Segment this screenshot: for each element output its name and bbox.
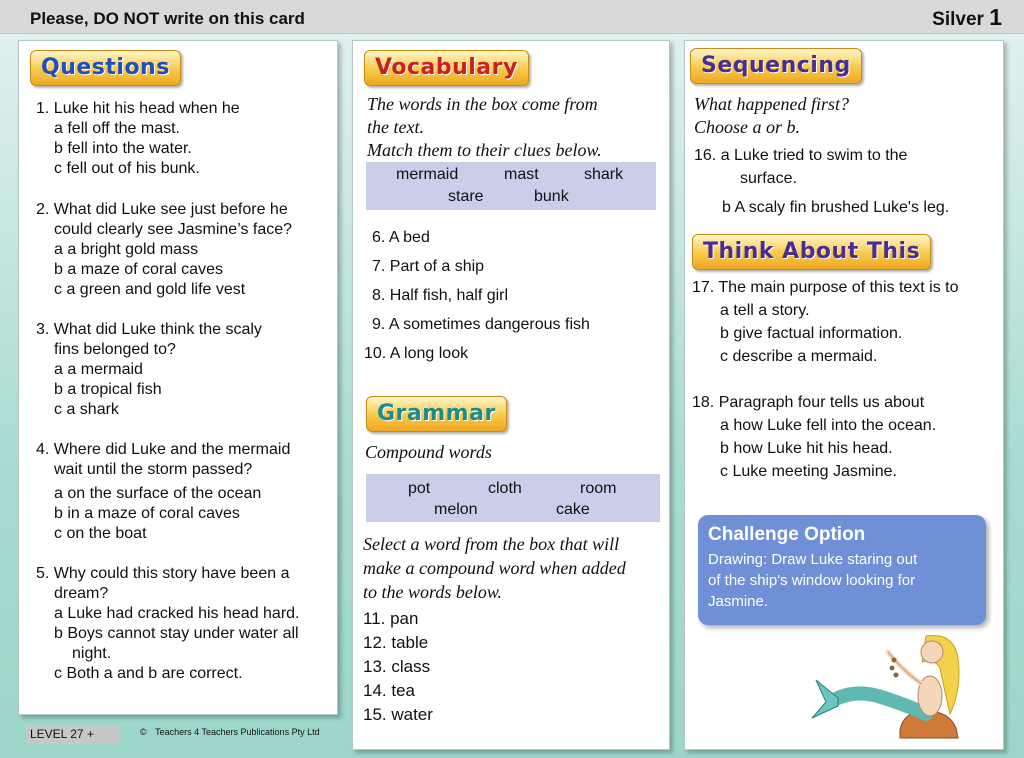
question-line: c fell out of his bunk. [54, 160, 200, 177]
question-line: c Both a and b are correct. [54, 665, 243, 682]
level-label [932, 4, 1002, 31]
think-line: 18. Paragraph four tells us about [692, 394, 925, 411]
grammar-item: 12. table [363, 633, 429, 652]
question-line: b in a maze of coral caves [54, 505, 240, 522]
vocabulary-clue: 8. Half fish, half girl [372, 287, 509, 304]
sequencing-line: surface. [740, 170, 797, 187]
challenge-title: Challenge Option [708, 524, 866, 545]
think-line: c describe a mermaid. [720, 348, 878, 365]
vocabulary-clue: 10. A long look [364, 345, 469, 362]
vocabulary-clue: 9. A sometimes dangerous fish [372, 316, 590, 333]
grammar-instruction: Select a word from the box that will [363, 534, 620, 554]
think-line: a tell a story. [720, 302, 810, 319]
vocabulary-word-box [366, 162, 656, 210]
grammar-item: 14. tea [363, 681, 415, 700]
vocabulary-instruction: The words in the box come from [367, 94, 598, 114]
question-line: b fell into the water. [54, 140, 192, 157]
challenge-line: Drawing: Draw Luke staring out [708, 551, 918, 568]
word-box-word: stare [448, 188, 484, 205]
think-line: b give factual information. [720, 325, 903, 342]
top-bar [0, 0, 1024, 34]
question-line: a a bright gold mass [54, 241, 199, 258]
question-line: 5. Why could this story have been a [36, 565, 290, 582]
grammar-heading: Grammar [366, 396, 507, 432]
word-box-word: mast [504, 166, 539, 183]
question-line: 3. What did Luke think the scaly [36, 321, 262, 338]
challenge-line: of the ship's window looking for [708, 572, 916, 589]
word-box-word: cake [556, 501, 590, 518]
think-line: a how Luke fell into the ocean. [720, 417, 937, 434]
question-line: b a tropical fish [54, 381, 162, 398]
question-line: dream? [54, 585, 109, 602]
vocabulary-instruction: Match them to their clues below. [367, 140, 602, 160]
question-line: a on the surface of the ocean [54, 485, 262, 502]
word-box-word: room [580, 480, 617, 497]
question-line: night. [72, 645, 112, 662]
sequencing-heading: Sequencing [690, 48, 862, 84]
challenge-line: Jasmine. [708, 593, 769, 610]
question-line: 1. Luke hit his head when he [36, 100, 240, 117]
grammar-item: 15. water [363, 705, 433, 724]
think-about-this-heading: Think About This [692, 234, 931, 270]
vocabulary-clue: 6. A bed [372, 229, 430, 246]
grammar-instruction: make a compound word when added [363, 558, 626, 578]
grammar-item: 13. class [363, 657, 431, 676]
sequencing-line: b A scaly fin brushed Luke's leg. [722, 199, 950, 216]
grammar-word-box [366, 474, 660, 522]
card-number: 1 [989, 4, 1002, 30]
question-line: c on the boat [54, 525, 147, 542]
question-line: a Luke had cracked his head hard. [54, 605, 300, 622]
vocabulary-instruction: the text. [367, 117, 424, 137]
word-box-word: bunk [534, 188, 569, 205]
word-box-word: shark [584, 166, 624, 183]
word-box-word: pot [408, 480, 431, 497]
copyright-icon: © [140, 727, 147, 737]
question-line: b a maze of coral caves [54, 261, 223, 278]
word-box-word: cloth [488, 480, 522, 497]
challenge-option-box [698, 515, 986, 625]
question-line: 4. Where did Luke and the mermaid [36, 441, 291, 458]
sequencing-instruction: Choose a or b. [694, 117, 801, 137]
grammar-subtitle: Compound words [365, 442, 492, 462]
think-line: c Luke meeting Jasmine. [720, 463, 897, 480]
do-not-write-notice: Please, DO NOT write on this card [30, 9, 305, 28]
mermaid-illustration [808, 618, 968, 740]
challenge-text [708, 549, 917, 612]
question-line: a a mermaid [54, 361, 143, 378]
vocabulary-clue: 7. Part of a ship [372, 258, 485, 275]
word-box-word: melon [434, 501, 478, 518]
question-line: c a green and gold life vest [54, 281, 246, 298]
question-line: a fell off the mast. [54, 120, 180, 137]
copyright-text: Teachers 4 Teachers Publications Pty Ltd [155, 727, 320, 737]
question-line: could clearly see Jasmine’s face? [54, 221, 293, 238]
question-line: wait until the storm passed? [54, 461, 253, 478]
word-box-word: mermaid [396, 166, 459, 183]
copyright-notice [140, 727, 320, 737]
level-indicator: LEVEL 27 + [26, 725, 120, 744]
think-line: b how Luke hit his head. [720, 440, 893, 457]
think-line: 17. The main purpose of this text is to [692, 279, 959, 296]
grammar-instruction: to the words below. [363, 582, 502, 602]
question-line: 2. What did Luke see just before he [36, 201, 288, 218]
question-line: c a shark [54, 401, 119, 418]
question-line: fins belonged to? [54, 341, 176, 358]
question-line: b Boys cannot stay under water all [54, 625, 299, 642]
sequencing-line: 16. a Luke tried to swim to the [694, 147, 908, 164]
questions-heading: Questions [30, 50, 181, 86]
vocabulary-heading: Vocabulary [364, 50, 529, 86]
sequencing-instruction: What happened first? [694, 94, 849, 114]
level-name: Silver [932, 9, 984, 30]
grammar-item: 11. pan [363, 609, 419, 628]
